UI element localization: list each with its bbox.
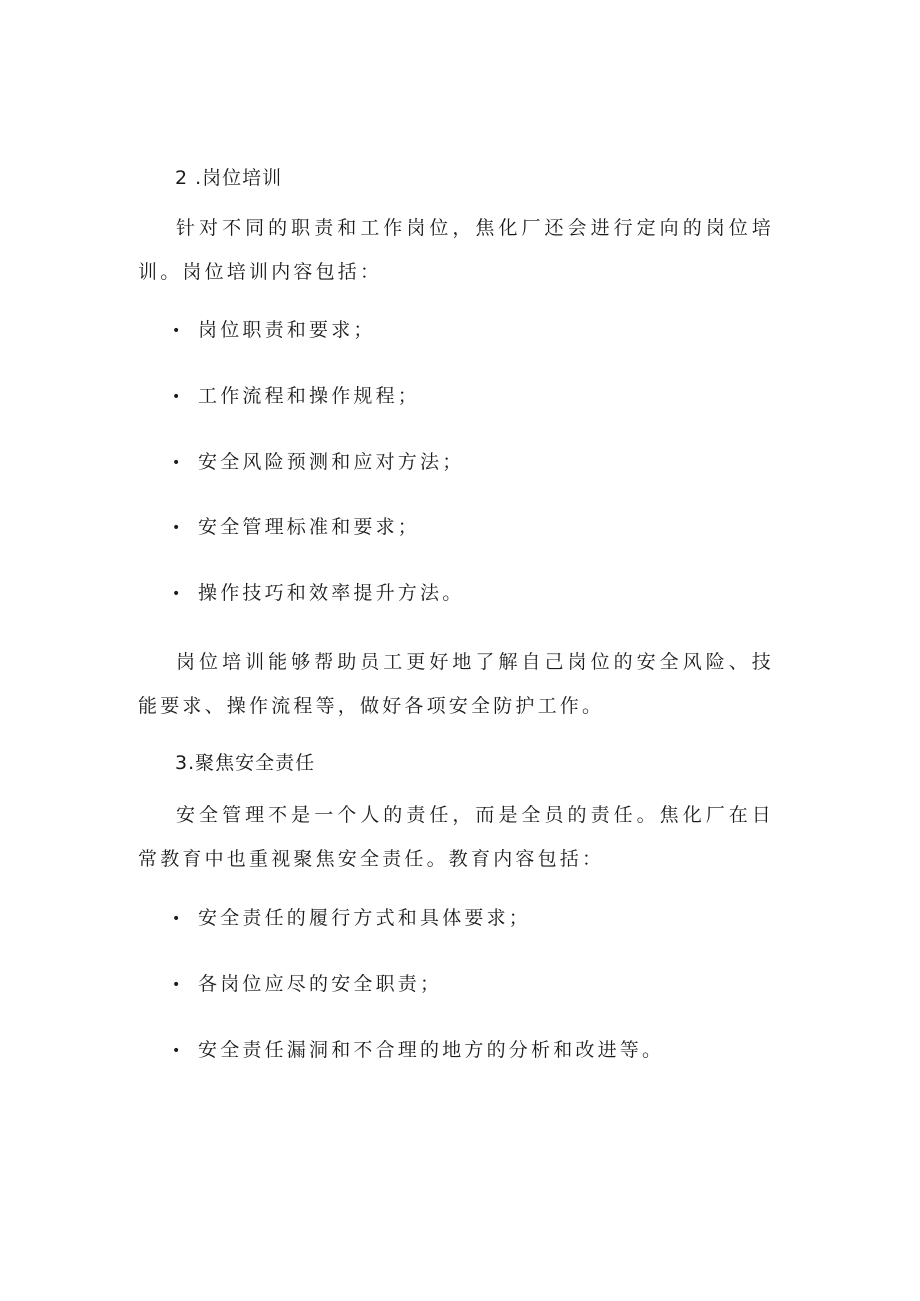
list-item [172, 318, 376, 343]
bullet-icon: • [172, 976, 181, 993]
section-3-intro-paragraph: 安全管理不是一个人的责任，而是全员的责任。焦化厂在日常教育中也重视聚焦安全责任。教育内容包括： [138, 804, 774, 870]
section-3-heading: 3.聚焦安全责任 [175, 752, 316, 774]
list-item-text: 工作流程和操作规程； [198, 385, 421, 407]
bullet-icon: • [172, 910, 181, 927]
list-item [172, 515, 420, 540]
bullet-icon: • [172, 519, 181, 536]
section-2-summary-paragraph: 岗位培训能够帮助员工更好地了解自己岗位的安全风险、技能要求、操作流程等，做好各项安全防护工作。 [138, 651, 774, 717]
list-item-text: 岗位职责和要求； [198, 319, 376, 341]
bullet-icon: • [172, 585, 181, 602]
list-item [172, 581, 464, 606]
section-2-intro-paragraph: 针对不同的职责和工作岗位，焦化厂还会进行定向的岗位培训。岗位培训内容包括： [138, 217, 774, 283]
bullet-icon: • [172, 454, 181, 471]
list-item [172, 384, 420, 409]
bullet-icon: • [172, 1042, 181, 1059]
list-item [172, 450, 464, 475]
list-item-text: 各岗位应尽的安全职责； [198, 973, 443, 995]
list-item-text: 安全管理标准和要求； [198, 516, 421, 538]
list-item [172, 972, 442, 997]
bullet-icon: • [172, 388, 181, 405]
bullet-icon: • [172, 322, 181, 339]
section-2-heading: 2 .岗位培训 [175, 167, 283, 189]
list-item-text: 安全责任漏洞和不合理的地方的分析和改进等。 [198, 1039, 665, 1061]
list-item-text: 安全责任的履行方式和具体要求； [198, 907, 532, 929]
list-item [172, 1038, 664, 1063]
list-item-text: 操作技巧和效率提升方法。 [198, 582, 465, 604]
list-item [172, 906, 531, 931]
list-item-text: 安全风险预测和应对方法； [198, 451, 465, 473]
